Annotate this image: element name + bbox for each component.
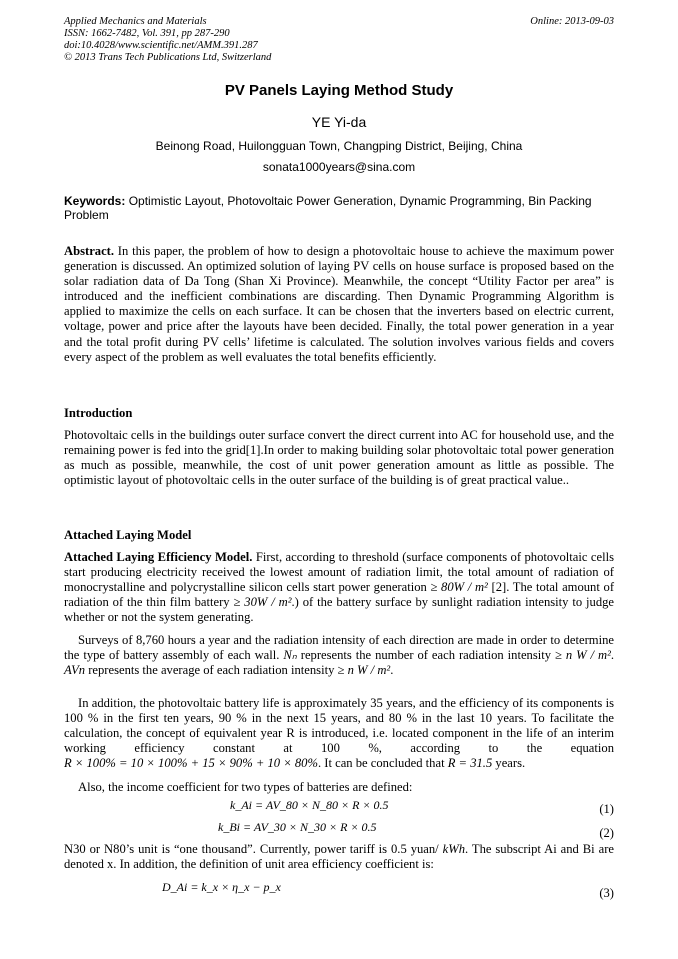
- journal-doi: doi:10.4028/www.scientific.net/AMM.391.287: [64, 40, 258, 51]
- equation-2: k_Bi = AV_30 × N_30 × R × 0.5: [218, 820, 377, 834]
- online-date: Online: 2013-09-03: [530, 16, 614, 27]
- journal-header: [64, 16, 271, 64]
- keywords-text: Optimistic Layout, Photovoltaic Power Generation, Dynamic Programming, Bin Packing Problem: [64, 194, 592, 222]
- attached-p2-text-a: Surveys of 8,760 hours a year and the radiation intensity of each direction are made in order to determine the type of battery assembly of each wall.: [64, 633, 614, 663]
- author-name: YE Yi-da: [311, 114, 367, 130]
- attached-p2-text-b: represents the number of each radiation intensity: [296, 648, 555, 663]
- attached-p1-text-a: First, according to threshold (surface components of photovoltaic cells start producing electricity received the lowest amount of radiation limit, the total amount of radiation of monocrystalline and polycrystalline silicon cells start power generation: [64, 550, 614, 595]
- attached-p3-text-a: In addition, the photovoltaic battery life is approximately 35 years, and the efficiency of its components is 100 % in the first ten years, 90 % in the next 15 years, and 80 % in the last 10 years. To facilitate the calculation, the concept of equivalent year R is introduced, i.e. located component in the life of an interim working efficiency constant at 100 %, according to the equation: [64, 696, 614, 756]
- journal-name: Applied Mechanics and Materials: [64, 16, 207, 27]
- attached-paragraph-1: [64, 550, 614, 625]
- math-threshold-30: ≥ 30W / m²: [233, 595, 292, 610]
- author-email: sonata1000years@sina.com: [262, 160, 416, 174]
- equation-3: D_Ai = k_x × η_x − p_x: [162, 880, 281, 894]
- math-R-value: R = 31.5: [447, 756, 493, 771]
- journal-issn: ISSN: 1662-7482, Vol. 391, pp 287-290: [64, 28, 230, 39]
- attached-p3-text-c: years.: [492, 756, 526, 771]
- equation-3-number: (3): [599, 886, 614, 900]
- attached-p1-text-b: [2]. The total amount of radiation of the thin film battery: [64, 580, 615, 610]
- keywords: [64, 194, 614, 222]
- equation-1-number: (1): [599, 802, 614, 816]
- math-Nn: Nₙ: [283, 648, 297, 663]
- journal-copyright: © 2013 Trans Tech Publications Ltd, Switzerland: [64, 52, 272, 63]
- attached-heading: Attached Laying Model: [64, 528, 192, 542]
- math-threshold-80: ≥ 80W / m²: [430, 580, 488, 595]
- equation-2-number: (2): [599, 826, 614, 840]
- abstract-label: Abstract.: [64, 244, 115, 258]
- attached-p2-text-e: .: [390, 663, 394, 678]
- abstract-text: In this paper, the problem of how to design a photovoltaic house to achieve the maximum power generation is discussed. An optimized solution of laying PV cells on house surface is proposed based on the solar radiation data of Da Tong (Shan Xi Province). Meanwhile, the concept “Utility Factor per area” is introduced and the inefficient combinations are discarding. Then Dynamic Programming Algorithm is applied to maximize the cells on each surface. It can be chosen that the inverters based on electric current, voltage, power and price after the layouts have been decided. Finally, the total power generation in a year and the total profit during PV cells’ lifetime is calculated. The solution involves various fields and covers every aspect of the problem as well evaluates the total benefits efficiently.: [64, 244, 614, 364]
- paper-title: PV Panels Laying Method Study: [224, 82, 454, 99]
- attached-p5-text-b: . The subscript Ai and Bi are denoted x. In addition, the definition of unit area efficiency coefficient is:: [64, 842, 614, 872]
- attached-p2-text-d: represents the average of each radiation intensity: [85, 663, 338, 678]
- attached-p3-text-b: . It can be concluded that: [317, 756, 448, 771]
- introduction-text: Photovoltaic cells in the buildings outer surface convert the direct current into AC for household use, and the remaining power is fed into the grid[1].In order to making building solar photovoltaic total power generation as much as possible, meanwhile, the cost of unit power generation amount as little as possible. The optimistic layout of photovoltaic cells in the outer surface of the building is of great practical value..: [64, 428, 614, 488]
- attached-paragraph-5: [64, 842, 614, 872]
- attached-paragraph-2: [64, 633, 614, 678]
- math-intensity-1: ≥ n W / m²: [554, 648, 611, 663]
- attached-p1-text-c: .) of the battery surface by sunlight radiation intensity to judge whether or not the system generating.: [64, 595, 615, 625]
- attached-p5-text-a: N30 or N80’s unit is “one thousand”. Currently, power tariff is 0.5 yuan/: [64, 842, 443, 856]
- math-kWh: kWh: [442, 842, 466, 856]
- attached-p2-text-c: .: [610, 648, 615, 663]
- math-AVn: AVn: [64, 663, 86, 678]
- equation-1: k_Ai = AV_80 × N_80 × R × 0.5: [230, 798, 389, 812]
- attached-paragraph-4: Also, the income coefficient for two types of batteries are defined:: [78, 780, 413, 794]
- keywords-label: Keywords:: [64, 194, 126, 208]
- attached-paragraph-3: [64, 696, 614, 771]
- author-affiliation: Beinong Road, Huilongguan Town, Changping District, Beijing, China: [155, 139, 523, 153]
- math-equivalent-year: R × 100% = 10 × 100% + 15 × 90% + 10 × 80%: [64, 756, 318, 771]
- abstract: [64, 244, 614, 365]
- attached-p1-label: Attached Laying Efficiency Model.: [64, 550, 253, 564]
- introduction-heading: Introduction: [64, 406, 133, 420]
- math-intensity-2: ≥ n W / m²: [337, 663, 391, 678]
